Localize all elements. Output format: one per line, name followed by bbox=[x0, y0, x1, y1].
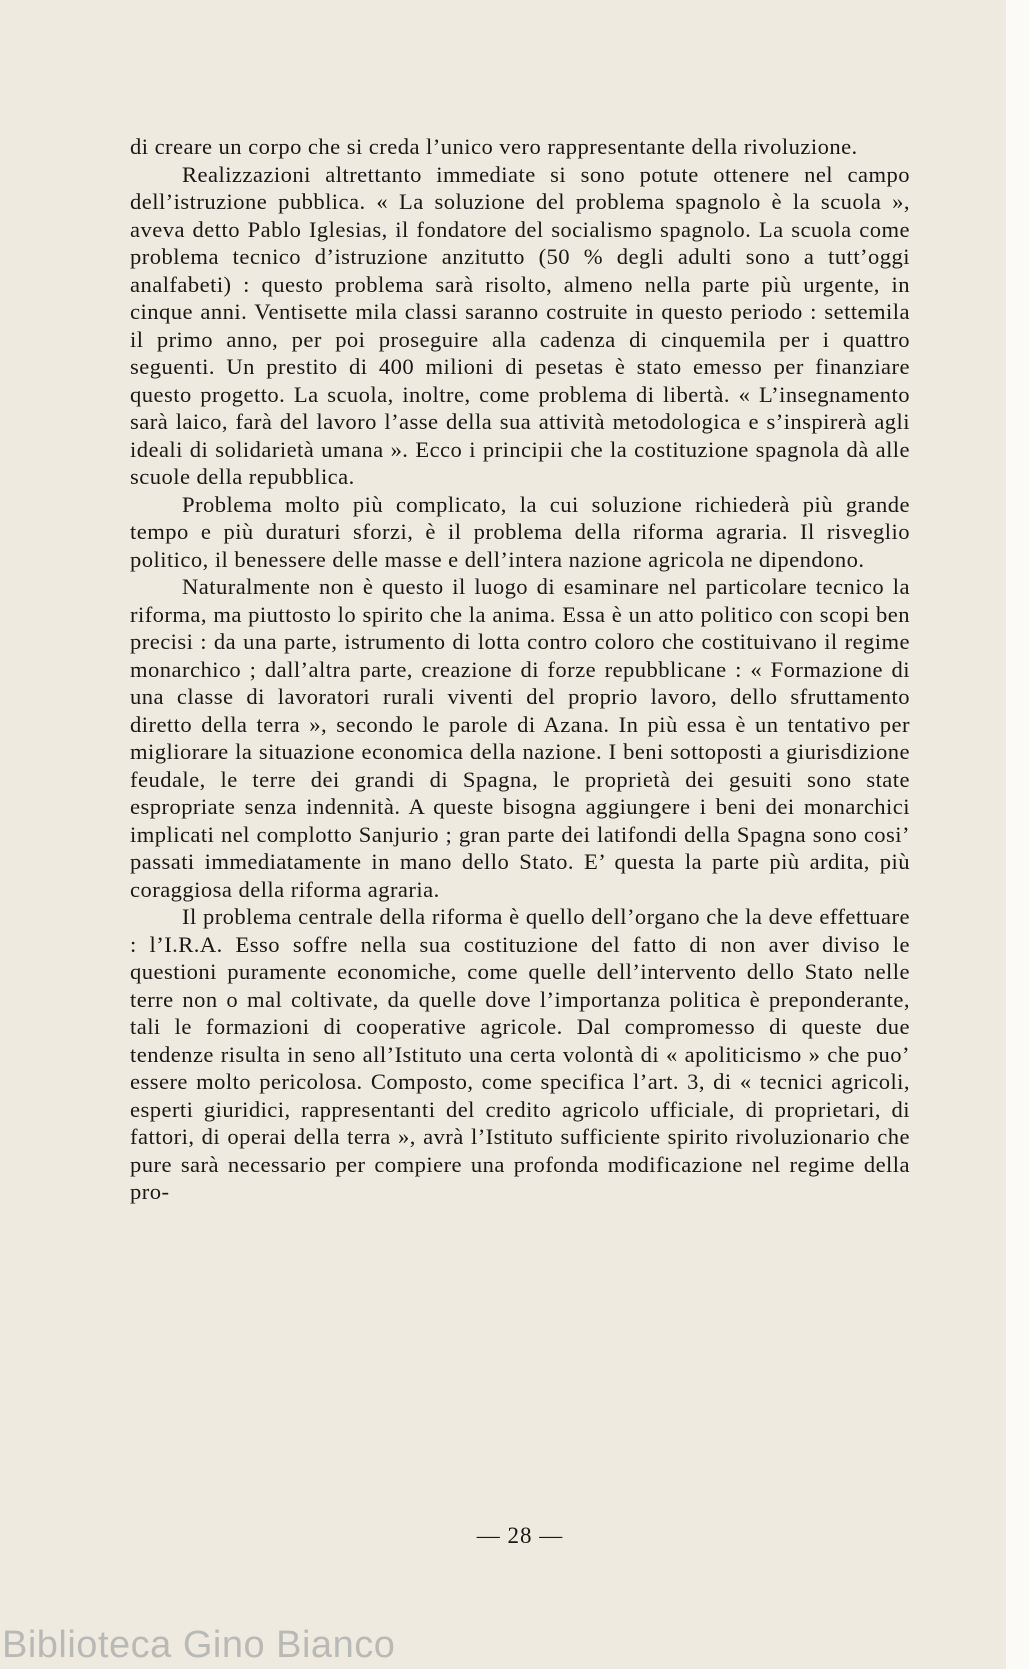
paragraph-3: Problema molto più complicato, la cui soluzione richiederà più grande tempo e più duraturi sforzi, è il problema della riforma agraria. Il risveglio politico, il benessere delle masse e dell’intera nazione agricola ne dipendono. bbox=[130, 491, 910, 572]
page-number: — 28 — bbox=[476, 1523, 564, 1548]
body-text bbox=[130, 133, 910, 1206]
paragraph-4: Naturalmente non è questo il luogo di esaminare nel particolare tecnico la riforma, ma piuttosto lo spirito che la anima. Essa è un atto politico con scopi ben precisi : da una parte, istrumento di lotta contro coloro che costituivano il regime monarchico ; dall’altra parte, creazione di forze repubblicane : « Formazione di una classe di lavoratori rurali viventi del proprio lavoro, dello sfruttamento diretto della terra », secondo le parole di Azana. In più essa è un tentativo per migliorare la situazione economica della nazione. I beni sottoposti a giurisdizione feudale, le terre dei grandi di Spagna, le proprietà dei gesuiti sono state espropriate senza indennità. A queste bisogna aggiungere i beni dei monarchici implicati nel complotto Sanjurio ; gran parte dei latifondi della Spagna sono cosi’ passati immediatamente in mano dello Stato. E’ questa la parte più ardita, più coraggiosa della riforma agraria. bbox=[130, 574, 910, 902]
paragraph-1: di creare un corpo che si creda l’unico vero rappresentante della rivoluzione. bbox=[130, 134, 858, 159]
library-watermark: Biblioteca Gino Bianco bbox=[2, 1624, 396, 1666]
paragraph-2: Realizzazioni altrettanto immediate si sono potute ottenere nel campo dell’istruzione pubblica. « La soluzione del problema spagnolo è la scuola », aveva detto Pablo Iglesias, il fondatore del socialismo spagnolo. La scuola come problema tecnico d’istruzione anzitutto (50 % degli adulti sono a tutt’oggi analfabeti) : questo problema sarà risolto, almeno nella parte più urgente, in cinque anni. Ventisette mila classi saranno costruite in questo periodo : settemila il primo anno, per poi proseguire alla cadenza di cinquemila per i quattro seguenti. Un prestito di 400 milioni di pesetas è stato emesso per finanziare questo progetto. La scuola, inoltre, come problema di libertà. « L’insegnamento sarà laico, farà del lavoro l’asse della sua attività metodologica e s’inspirerà agli ideali di solidarietà umana ». Ecco i principii che la costituzione spagnola dà alle scuole della repubblica. bbox=[130, 161, 910, 489]
page-edge bbox=[1006, 0, 1029, 1669]
paragraph-5: Il problema centrale della riforma è quello dell’organo che la deve effettuare : l’I.R.A. Esso soffre nella sua costituzione del fatto di non aver diviso le questioni puramente economiche, come quelle dell’intervento dello Stato nelle terre non o mal coltivate, da quelle dove l’importanza politica è preponderante, tali le formazioni di cooperative agricole. Dal compromesso di queste due tendenze risulta in seno all’Istituto una certa volontà di « apoliticismo » che puo’ essere molto pericolosa. Composto, come specifica l’art. 3, di « tecnici agricoli, esperti giuridici, rappresentanti del credito agricolo ufficiale, di proprietari, di fattori, di operai della terra », avrà l’Istituto sufficiente spirito rivoluzionario che pure sarà necessario per compiere una profonda modificazione nel regime della pro- bbox=[130, 904, 910, 1204]
